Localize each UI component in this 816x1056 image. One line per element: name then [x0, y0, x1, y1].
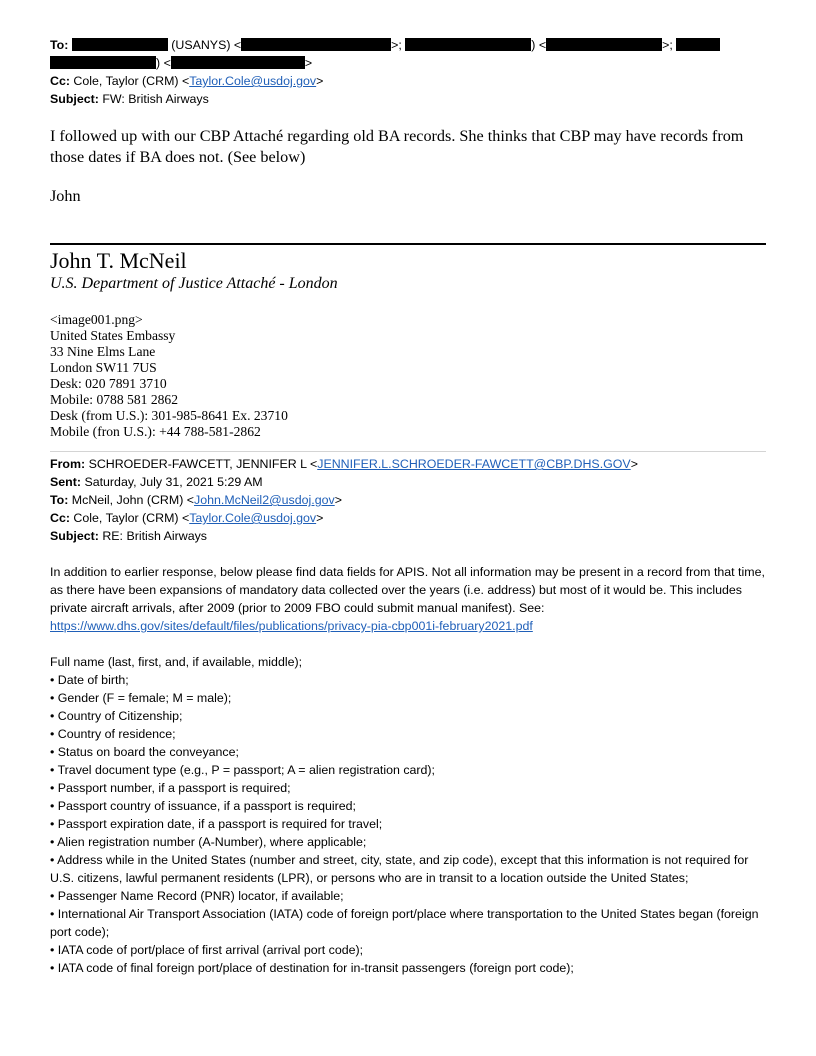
fwd-to-email-link[interactable]: John.McNeil2@usdoj.gov: [194, 493, 335, 507]
sent-date: Saturday, July 31, 2021 5:29 AM: [84, 475, 263, 489]
list-item: • Passport country of issuance, if a passport is required;: [50, 797, 766, 815]
list-item: • Date of birth;: [50, 671, 766, 689]
to-label: To:: [50, 38, 69, 52]
subject-label: Subject:: [50, 92, 99, 106]
fwd-to-name: McNeil, John (CRM) <: [71, 493, 195, 507]
fwd-subject-label: Subject:: [50, 529, 99, 543]
from-close: >: [630, 457, 638, 471]
from-email-link[interactable]: JENNIFER.L.SCHROEDER-FAWCETT@CBP.DHS.GOV: [317, 457, 631, 471]
list-item: • Gender (F = female; M = male);: [50, 689, 766, 707]
redaction-bar: [546, 38, 662, 51]
signature-line: 33 Nine Elms Lane: [50, 344, 156, 359]
to-separator: >;: [391, 38, 402, 52]
message-body: I followed up with our CBP Attaché regarding old BA records. She thinks that CBP may have records from those dates if BA does not. (See below): [50, 127, 744, 166]
fwd-to-label: To:: [50, 493, 69, 507]
to-line: [50, 36, 766, 54]
paragraph-text: In addition to earlier response, below please find data fields for APIS. Not all information may be present in a record from that time, as there have been expansions of mandatory data collected over the years (i.e. address) but most of it would be. This includes private aircraft arrivals, after 2009 (prior to 2009 FBO could submit manual manifest). See:: [50, 565, 765, 615]
to-separator: ) <: [156, 56, 171, 70]
email-page: [50, 36, 766, 977]
list-item: • Status on board the conveyance;: [50, 743, 766, 761]
signature-line: United States Embassy: [50, 328, 176, 343]
list-item: • Passport number, if a passport is required;: [50, 779, 766, 797]
redaction-bar: [676, 38, 720, 51]
signature-title: U.S. Department of Justice Attaché - London: [50, 275, 338, 292]
signature-line: Desk: 020 7891 3710: [50, 376, 167, 391]
subject-line: [50, 90, 766, 108]
redaction-bar: [241, 38, 391, 51]
signature-line: Mobile (fron U.S.): +44 788-581-2862: [50, 424, 261, 439]
list-item: • Alien registration number (A-Number), where applicable;: [50, 833, 766, 851]
cc-line: [50, 72, 766, 90]
list-item: • Travel document type (e.g., P = passport; A = alien registration card);: [50, 761, 766, 779]
fwd-subject-text: RE: British Airways: [102, 529, 207, 543]
to-separator: >: [304, 56, 313, 70]
fwd-cc-label: Cc:: [50, 511, 70, 525]
bullet-list: [50, 671, 766, 977]
list-item: • Passport expiration date, if a passport is required for travel;: [50, 815, 766, 833]
forward-divider: [50, 451, 766, 452]
list-item: • Address while in the United States (number and street, city, state, and zip code), except that this information is not required for U.S. citizens, lawful permanent residents (LPR), or persons who are in transit to a location outside the United States;: [50, 851, 766, 887]
signature-line: Desk (from U.S.): 301-985-8641 Ex. 23710: [50, 408, 288, 423]
fwd-cc-email-link[interactable]: Taylor.Cole@usdoj.gov: [189, 511, 317, 525]
privacy-pia-link[interactable]: https://www.dhs.gov/sites/default/files/publications/privacy-pia-cbp001i-february2021.pdf: [50, 619, 533, 633]
list-intro: Full name (last, first, and, if available, middle);: [50, 655, 303, 669]
redaction-bar: [50, 56, 156, 69]
signature-line: Mobile: 0788 581 2862: [50, 392, 179, 407]
sent-line: [50, 473, 766, 491]
list-item: • Passenger Name Record (PNR) locator, if available;: [50, 887, 766, 905]
fwd-cc-line: [50, 509, 766, 527]
sent-label: Sent:: [50, 475, 81, 489]
list-item: • Country of residence;: [50, 725, 766, 743]
signature-line: London SW11 7US: [50, 360, 157, 375]
to-separator: >;: [662, 38, 673, 52]
list-item: • Country of Citizenship;: [50, 707, 766, 725]
from-name: SCHROEDER-FAWCETT, JENNIFER L <: [88, 457, 318, 471]
redaction-bar: [171, 56, 305, 69]
redaction-bar: [405, 38, 531, 51]
cc-close: >: [316, 74, 324, 88]
signature-address: [50, 312, 766, 440]
email-header: [50, 36, 766, 108]
fwd-to-close: >: [334, 493, 342, 507]
to-line-continued: [50, 54, 766, 72]
from-label: From:: [50, 457, 86, 471]
to-separator: ) <: [531, 38, 547, 52]
cc-label: Cc:: [50, 74, 70, 88]
fwd-to-line: [50, 491, 766, 509]
fwd-cc-name: Cole, Taylor (CRM) <: [73, 511, 190, 525]
cc-name: Cole, Taylor (CRM) <: [73, 74, 190, 88]
subject-text: FW: British Airways: [102, 92, 209, 106]
forwarded-header: [50, 455, 766, 545]
signature-image-placeholder: <image001.png>: [50, 312, 143, 327]
list-item: • IATA code of final foreign port/place of destination for in-transit passengers (foreign port code);: [50, 959, 766, 977]
cc-email-link[interactable]: Taylor.Cole@usdoj.gov: [189, 74, 317, 88]
message-signoff: John: [50, 187, 81, 205]
to-usanys: (USANYS) <: [171, 38, 242, 52]
fwd-cc-close: >: [316, 511, 324, 525]
fwd-subject-line: [50, 527, 766, 545]
from-line: [50, 455, 766, 473]
list-item: • IATA code of port/place of first arrival (arrival port code);: [50, 941, 766, 959]
apis-field-list: [50, 653, 766, 977]
signature-divider: [50, 243, 766, 245]
signature-name: John T. McNeil: [50, 248, 187, 273]
redaction-bar: [72, 38, 168, 51]
forwarded-paragraph: [50, 563, 766, 635]
list-item: • International Air Transport Association (IATA) code of foreign port/place where transportation to the United States began (foreign port code);: [50, 905, 766, 941]
